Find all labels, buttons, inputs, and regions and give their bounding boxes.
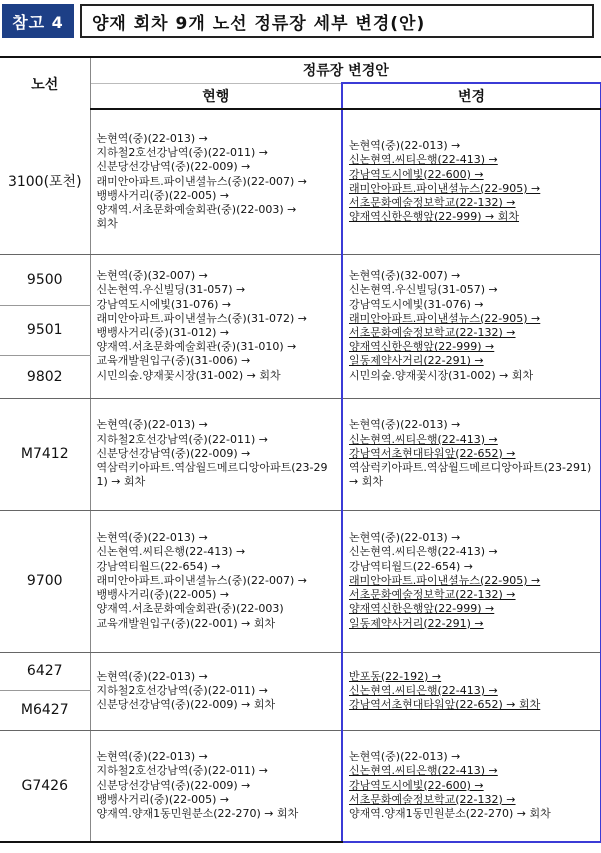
stop-item: 신분당선강남역(중)(22-009) → 회차	[96, 698, 276, 712]
stop-item: 신분당선강남역(중)(22-009) →	[96, 446, 251, 460]
stop-item: 논현역(중)(22-013) →	[96, 132, 208, 146]
stop-item: 논현역(중)(22-013) →	[349, 750, 461, 764]
new-column-header: 변경	[342, 83, 601, 109]
current-stops	[90, 398, 342, 510]
new-stops	[342, 398, 601, 510]
route-number: 9802	[0, 355, 90, 398]
route-number: 3100(포천)	[0, 109, 90, 254]
stop-item: 논현역(중)(32-007) →	[349, 269, 461, 283]
stop-item: 논현역(중)(22-013) →	[96, 418, 208, 432]
route-number: M7412	[0, 398, 90, 510]
changed-stop-item: 반포동(22-192) →	[349, 669, 442, 683]
bus-stop-change-table	[0, 56, 601, 843]
stop-item: 논현역(중)(22-013) →	[96, 669, 208, 683]
stop-item: 논현역(중)(22-013) →	[349, 531, 461, 545]
changed-stop-item: 강남역도시에빛(22-600) →	[349, 778, 484, 792]
stop-item: 뱅뱅사거리(중)(22-005) →	[96, 588, 230, 602]
stop-item: 신논현역.씨티은행(22-413) →	[349, 545, 498, 559]
stop-item: 시민의숲.양재꽃시장(31-002) → 회차	[96, 368, 281, 382]
table-row	[0, 398, 601, 510]
reference-badge: 참고 4	[2, 4, 74, 38]
stop-item: 논현역(중)(22-013) →	[96, 531, 208, 545]
stop-item: 지하철2호선강남역(중)(22-011) →	[96, 683, 268, 697]
stop-item: 논현역(중)(32-007) →	[96, 269, 208, 283]
changed-stop-item: 양재역신한은행앞(22-999) →	[349, 340, 495, 354]
stop-item: 회차	[96, 217, 118, 231]
stop-item: 래미안아파트.파이낸셜뉴스(중)(22-007) →	[96, 174, 307, 188]
stop-item: 지하철2호선강남역(중)(22-011) →	[96, 764, 268, 778]
stop-item: 교육개발원입구(중)(22-001) → 회차	[96, 616, 276, 630]
stop-item: 강남역티월드(22-654) →	[96, 559, 221, 573]
stop-item: 양재역.양재1동민원분소(22-270) → 회차	[96, 807, 299, 821]
changed-stop-item: 강남역서초현대타워앞(22-652) →	[349, 446, 516, 460]
changed-stop-item: 신논현역.씨티은행(22-413) →	[349, 153, 498, 167]
table-row	[0, 730, 601, 842]
stop-item: 논현역(중)(22-013) →	[349, 139, 461, 153]
route-number: G7426	[0, 730, 90, 842]
new-stops	[342, 730, 601, 842]
stop-item: 교육개발원입구(중)(31-006) →	[96, 354, 251, 368]
stop-item: 신논현역.우신빌딩(31-057) →	[349, 283, 498, 297]
changed-stop-item: 서초문화예술정보학교(22-132) →	[349, 588, 516, 602]
stop-item: 양재역.서초문화예술회관(중)(22-003)	[96, 602, 284, 616]
table-row	[0, 109, 601, 254]
stop-item: 논현역(중)(22-013) →	[96, 750, 208, 764]
stop-item: 뱅뱅사거리(중)(22-005) →	[96, 188, 230, 202]
stop-item: 양재역.서초문화예술회관(중)(22-003) →	[96, 203, 297, 217]
stop-change-group-header: 정류장 변경안	[90, 57, 601, 83]
new-stops	[342, 109, 601, 254]
current-stops	[90, 652, 342, 730]
stop-item: 신논현역.우신빌딩(31-057) →	[96, 283, 246, 297]
changed-stop-item: 일동제약사거리(22-291) →	[349, 354, 484, 368]
document-title: 양재 회차 9개 노선 정류장 세부 변경(안)	[80, 4, 594, 38]
changed-stop-item: 신논현역.씨티은행(22-413) →	[349, 683, 498, 697]
route-number: 9501	[0, 305, 90, 355]
changed-stop-item: 양재역신한은행앞(22-999) → 회차	[349, 210, 520, 224]
changed-stop-item: 강남역도시에빛(22-600) →	[349, 167, 484, 181]
route-number: M6427	[0, 690, 90, 730]
stop-item: 강남역도시에빛(31-076) →	[96, 297, 232, 311]
changed-stop-item: 강남역서초현대타워앞(22-652) → 회차	[349, 698, 541, 712]
document-header	[2, 4, 594, 38]
stop-item: 뱅뱅사거리(중)(31-012) →	[96, 326, 230, 339]
stop-item: 지하철2호선강남역(중)(22-011) →	[96, 432, 268, 446]
stop-item: 지하철2호선강남역(중)(22-011) →	[96, 146, 268, 160]
stop-item: 양재역.서초문화예술회관(중)(31-010) →	[96, 340, 297, 354]
route-column-header: 노선	[0, 57, 90, 109]
changed-stop-item: 신논현역.씨티은행(22-413) →	[349, 432, 498, 446]
stop-item: 강남역도시에빛(31-076) →	[349, 297, 484, 311]
changed-stop-item: 서초문화예술정보학교(22-132) →	[349, 792, 516, 806]
changed-stop-item: 신논현역.씨티은행(22-413) →	[349, 764, 498, 778]
changed-stop-item: 래미안아파트.파이낸셜뉴스(22-905) →	[349, 181, 541, 195]
current-column-header: 현행	[90, 83, 342, 109]
new-stops	[342, 510, 601, 652]
route-number: 9700	[0, 510, 90, 652]
new-stops	[342, 652, 601, 730]
current-stops	[90, 254, 342, 398]
changed-stop-item: 래미안아파트.파이낸셜뉴스(22-905) →	[349, 311, 541, 325]
current-stops	[90, 730, 342, 842]
changed-stop-item: 래미안아파트.파이낸셜뉴스(22-905) →	[349, 573, 541, 587]
table-row	[0, 510, 601, 652]
current-stops	[90, 510, 342, 652]
changed-stop-item: 일동제약사거리(22-291) →	[349, 616, 484, 630]
route-number: 6427	[0, 652, 90, 690]
stop-item: 뱅뱅사거리(중)(22-005) →	[96, 792, 230, 806]
current-stops	[90, 109, 342, 254]
changed-stop-item: 서초문화예술정보학교(22-132) →	[349, 195, 516, 209]
changed-stop-item: 양재역신한은행앞(22-999) →	[349, 602, 495, 616]
new-stops	[342, 254, 601, 398]
stop-item: 신분당선강남역(중)(22-009) →	[96, 160, 251, 174]
stop-item: 래미안아파트.파이낸셜뉴스(중)(22-007) →	[96, 573, 307, 587]
stop-item: 신분당선강남역(중)(22-009) →	[96, 778, 251, 792]
stop-item: 신논현역.씨티은행(22-413) →	[96, 545, 246, 559]
table-row	[0, 652, 601, 690]
stop-item: 강남역티월드(22-654) →	[349, 559, 474, 573]
stop-item: 래미안아파트.파이낸셜뉴스(중)(31-072) →	[96, 311, 307, 325]
stop-item: 역삼럭키아파트.역삼월드메르디앙아파트(23-291) → 회차	[96, 461, 328, 489]
stop-item: 논현역(중)(22-013) →	[349, 418, 461, 432]
stop-item: 역삼럭키아파트.역삼월드메르디앙아파트(23-291) → 회차	[349, 461, 592, 489]
table-row	[0, 254, 601, 305]
stop-item: 양재역.양재1동민원분소(22-270) → 회차	[349, 807, 551, 821]
changed-stop-item: 서초문화예술정보학교(22-132) →	[349, 326, 516, 339]
route-number: 9500	[0, 254, 90, 305]
stop-item: 시민의숲.양재꽃시장(31-002) → 회차	[349, 368, 534, 382]
